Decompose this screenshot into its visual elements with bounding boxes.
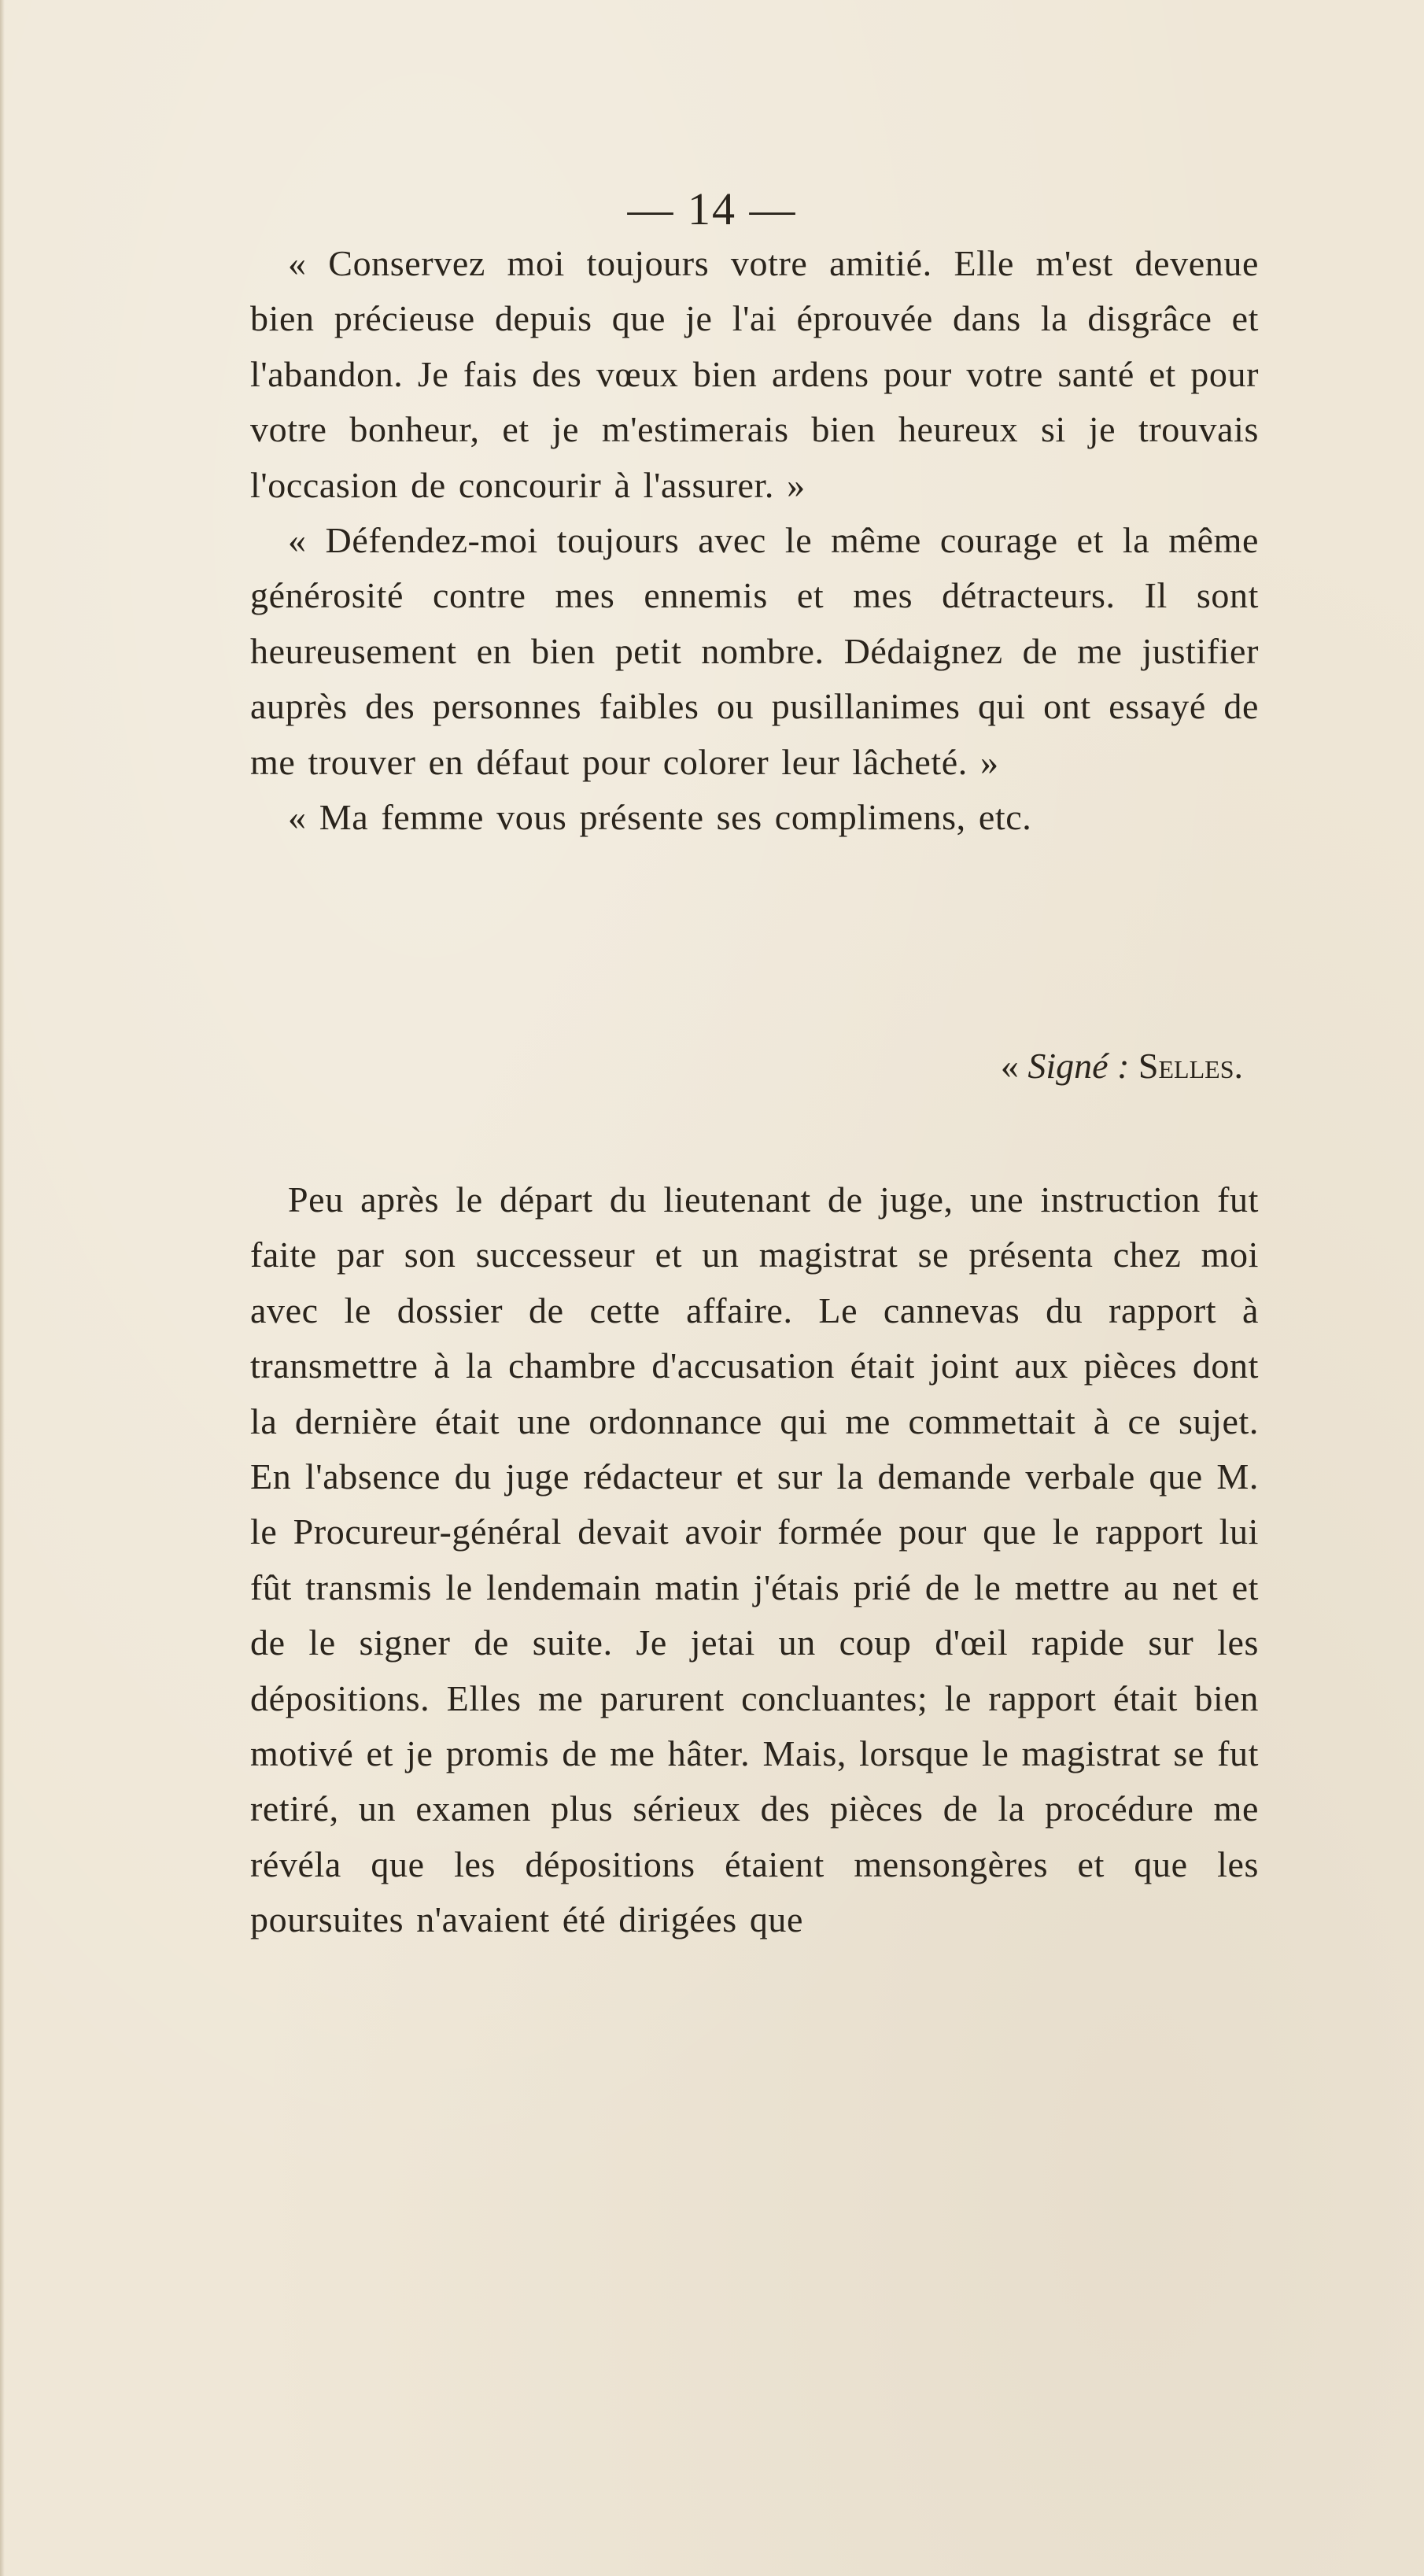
page-edge-shadow xyxy=(0,0,5,2576)
narrative-body xyxy=(250,1172,1259,1948)
page-number: — 14 — xyxy=(627,183,797,234)
letter-body xyxy=(250,236,1259,845)
signature-signed-word: Signé : xyxy=(1027,1046,1130,1086)
signature-open-quote: « xyxy=(1000,1046,1019,1086)
signature-name: Selles. xyxy=(1138,1046,1243,1086)
signature-line xyxy=(250,1039,1259,1094)
letter-paragraph-3: « Ma femme vous présente ses complimens, etc. xyxy=(288,797,1032,838)
narrative-paragraph: Peu après le départ du lieutenant de juge, une instruction fut faite par son successeur et un magistrat se présenta chez moi avec le dossier de cette affaire. Le cannevas du rapport à transmettre à la chambre d'accusation était joint aux pièces dont la dernière était une ordonnance qui me commettait à ce sujet. En l'absence du juge rédacteur et sur la demande verbale que M. le Procureur-général devait avoir formée pour que le rapport lui fût transmis le lendemain matin j'étais prié de le mettre au net et de le signer de suite. Je jetai un coup d'œil rapide sur les dépositions. Elles me parurent concluantes; le rapport était bien motivé et je promis de me hâter. Mais, lorsque le magistrat se fut retiré, un examen plus sérieux des pièces de la procédure me révéla que les dépositions étaient mensongères et que les poursuites n'avaient été dirigées que xyxy=(250,1179,1259,1940)
letter-paragraph-2: « Défendez-moi toujours avec le même courage et la même générosité contre mes ennemis et mes détracteurs. Il sont heureusement en bien petit nombre. Dédaignez de me justifier auprès des personnes faibles ou pusillanimes qui ont essayé de me trouver en défaut pour colorer leur lâcheté. » xyxy=(250,520,1259,782)
letter-paragraph-1: « Conservez moi toujours votre amitié. Elle m'est devenue bien précieuse depuis que je l'ai éprouvée dans la disgrâce et l'abandon. Je fais des vœux bien ardens pour votre santé et pour votre bonheur, et je m'estimerais bien heureux si je trouvais l'occasion de concourir à l'assurer. » xyxy=(250,243,1259,505)
